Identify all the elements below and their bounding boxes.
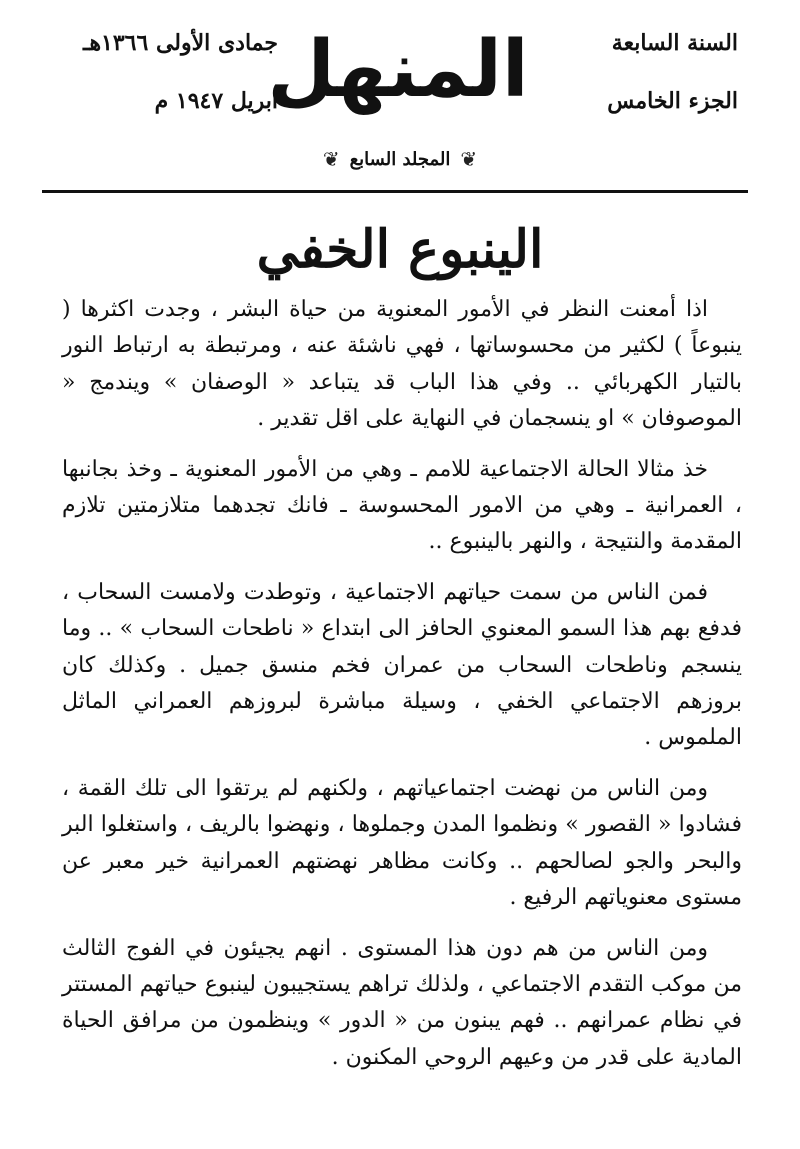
magazine-logo: المنهل	[267, 25, 529, 115]
volume-label: المجلد السابع	[349, 148, 451, 170]
year-label: السنة السابعة	[611, 30, 738, 56]
gregorian-date: ابريل ١٩٤٧ م	[154, 88, 278, 114]
ornament-right-icon: ❦	[460, 147, 478, 171]
article-body	[62, 292, 742, 1090]
paragraph-5: ومن الناس من هم دون هذا المستوى . انهم يجيئون في الفوج الثالث من موكب التقدم الاجتماعي ، ولذلك تراهم يستجيبون لينبوع حياتهم المستتر في نظام عمرانهم .. فهم يبنون من « الدور » وينظمون من مرافق الحياة المادية على قدر من وعيهم الروحي المكنون .	[62, 935, 742, 1070]
paragraph-1: اذا أمعنت النظر في الأمور المعنوية من حياة البشر ، وجدت اكثرها ( ينبوعاً ) لكثير من محسوساتها ، فهي ناشئة عنه ، ومرتبطة به ارتباط النور بالتيار الكهربائي .. وفي هذا الباب قد يتباعد « الوصفان » ويندمج « الموصوفان » او ينسجمان في النهاية على اقل تقدير .	[62, 297, 742, 432]
hijri-date: جمادى الأولى ١٣٦٦هـ	[83, 30, 278, 56]
date-info	[83, 28, 278, 144]
masthead	[0, 0, 800, 190]
paragraph-3: فمن الناس من سمت حياتهم الاجتماعية ، وتوطدت ولامست السحاب ، فدفع بهم هذا السمو المعنوي الحافز الى ابتداع « ناطحات السحاب » .. وما ينسجم وناطحات السحاب من عمران فخم منسق جميل . وكذلك كان بروزهم الاجتماعي الخفي ، وسيلة مباشرة لبروزهم العمراني الماثل الملموس .	[62, 579, 742, 751]
issue-info	[588, 28, 738, 144]
volume-banner	[300, 142, 500, 176]
paragraph-4: ومن الناس من نهضت اجتماعياتهم ، ولكنهم لم يرتقوا الى تلك القمة ، فشادوا « القصور » ونظموا المدن وجملوها ، ونهضوا بالريف ، واستغلوا البر والبحر والجو لصالحهم .. وكانت مظاهر نهضتهم العمرانية خير معبر عن مستوى معنوياتهم الرفيع .	[62, 775, 742, 911]
paragraph-2: خذ مثالا الحالة الاجتماعية للامم ـ وهي من الأمور المعنوية ـ وخذ بجانبها ، العمرانية ـ وهي من الامور المحسوسة ـ فانك تجدهما متلازمتين تلازم المقدمة والنتيجة ، والنهر بالينبوع ..	[62, 456, 742, 555]
part-label: الجزء الخامس	[607, 88, 738, 114]
ornament-left-icon: ❦	[322, 147, 340, 171]
article-title: الينبوع الخفي	[256, 219, 544, 280]
header-divider	[42, 190, 748, 193]
